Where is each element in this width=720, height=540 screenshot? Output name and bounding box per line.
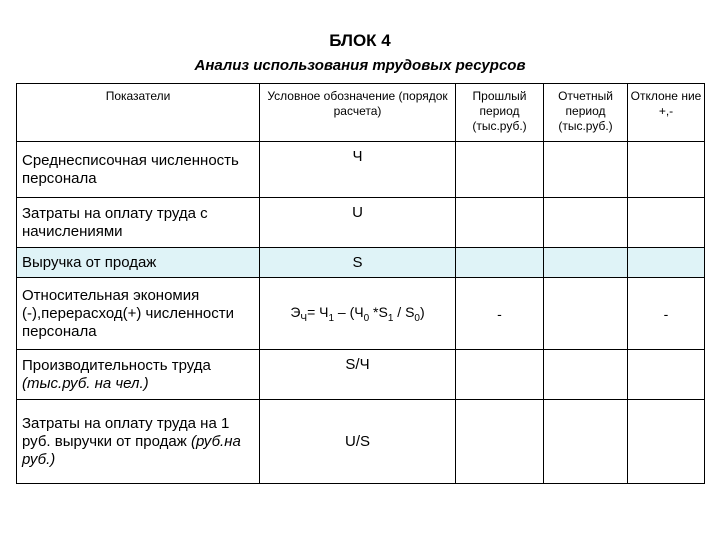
table-row: [17, 142, 705, 198]
header-row: [17, 84, 705, 142]
row-symbol: U: [260, 198, 456, 248]
row-deviation-value: -: [628, 278, 705, 350]
row-label: Производительность труда (тыс.руб. на чел.): [17, 350, 260, 400]
row-label: Затраты на оплату труда с начислениями: [17, 198, 260, 248]
row-label: Среднесписочная численность персонала: [17, 142, 260, 198]
row-label: Затраты на оплату труда на 1 руб. выручки от продаж (руб.на руб.): [17, 400, 260, 484]
row-symbol: S: [260, 248, 456, 278]
header-previous-period: Прошлый период (тыс.руб.): [456, 84, 544, 142]
row-label: Выручка от продаж: [17, 248, 260, 278]
row-formula: $Э_Ч= Ч_1 - (Ч_0$ $*S_1 / S_0$): [260, 278, 456, 350]
row-symbol: S/Ч: [260, 350, 456, 400]
row-symbol: Ч: [260, 142, 456, 198]
table-row: [17, 350, 705, 400]
labor-analysis-table: [16, 83, 705, 484]
header-reporting-period: Отчетный период (тыс.руб.): [544, 84, 628, 142]
row-previous-value: -: [456, 278, 544, 350]
header-indicators: Показатели: [17, 84, 260, 142]
table-row: [17, 400, 705, 484]
header-notation: Условное обозначение (порядок расчета): [260, 84, 456, 142]
table-row-highlighted: [17, 248, 705, 278]
table-row: [17, 198, 705, 248]
row-label: Относительная экономия (-),перерасход(+) численности персонала: [17, 278, 260, 350]
block-title: БЛОК 4: [329, 31, 391, 50]
table-row: [17, 278, 705, 350]
page-subtitle: Анализ использования трудовых ресурсов: [194, 57, 526, 74]
header-deviation: Отклоне ние +,-: [628, 84, 705, 142]
row-symbol: U/S: [260, 400, 456, 484]
